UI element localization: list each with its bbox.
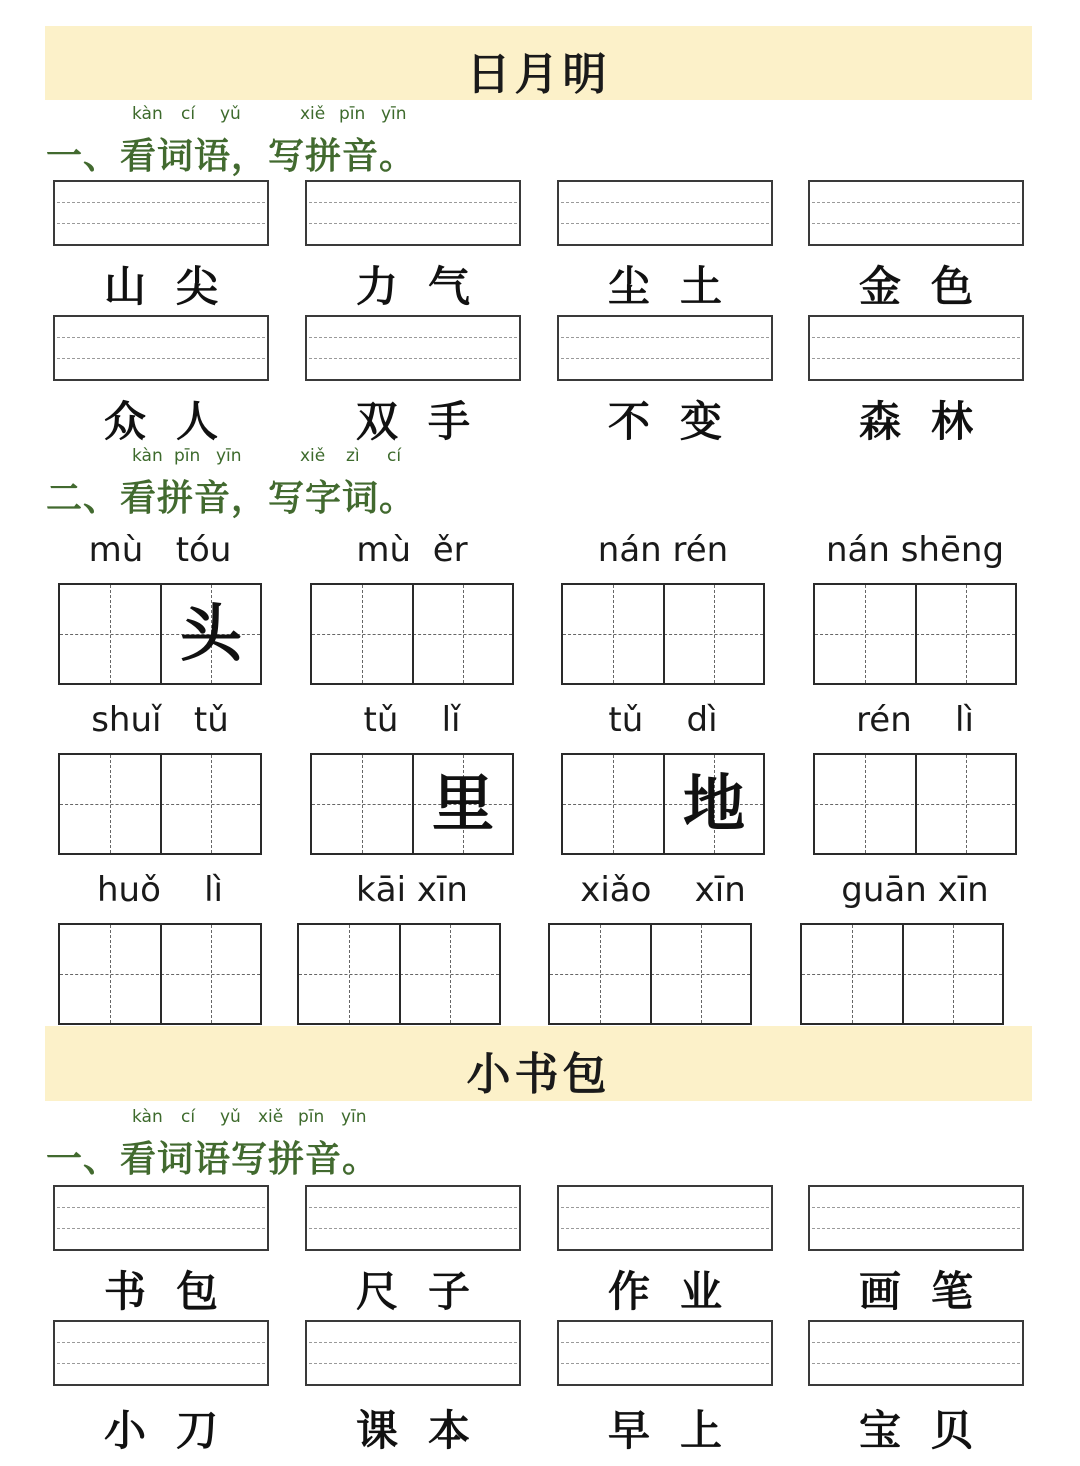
- heading-pinyin-gloss: cí: [181, 1107, 196, 1127]
- pinyin-prompt: shuǐ tǔ: [91, 700, 229, 740]
- grid-character: [313, 755, 411, 853]
- exercise-heading-look-pinyin-write-words: [46, 446, 466, 526]
- character-writing-grid[interactable]: [58, 923, 262, 1025]
- pinyin-prompt: kāi xīn: [356, 870, 468, 910]
- heading-pinyin-gloss: kàn: [132, 104, 163, 124]
- grid-character: [564, 585, 662, 683]
- pinyin-answer-box[interactable]: [557, 1185, 773, 1251]
- grid-character: [665, 585, 763, 683]
- grid-character: [61, 585, 159, 683]
- vocabulary-word: 宝贝: [858, 1406, 1003, 1455]
- vocabulary-word: 尺子: [355, 1267, 500, 1316]
- heading-pinyin-gloss: yǔ: [220, 104, 241, 124]
- vocabulary-word: 不变: [607, 397, 752, 446]
- pinyin-answer-box[interactable]: [305, 180, 521, 246]
- pinyin-prompt: mù tóu: [88, 530, 232, 570]
- heading-pinyin-gloss: yīn: [381, 104, 407, 124]
- character-writing-grid[interactable]: [813, 583, 1017, 685]
- grid-character: [816, 755, 914, 853]
- grid-character: [803, 925, 901, 1023]
- heading-pinyin-gloss: yīn: [216, 446, 242, 466]
- grid-character: [313, 585, 411, 683]
- grid-character: 地: [682, 767, 745, 840]
- pinyin-answer-box[interactable]: [53, 315, 269, 381]
- vocabulary-word: 众人: [103, 397, 248, 446]
- pinyin-prompt: xiǎo xīn: [580, 870, 746, 910]
- pinyin-answer-box[interactable]: [53, 1320, 269, 1386]
- vocabulary-word: 书包: [103, 1267, 248, 1316]
- vocabulary-word: 山尖: [103, 262, 248, 311]
- grid-character: 里: [431, 767, 494, 840]
- grid-character: [61, 925, 159, 1023]
- exercise-heading-look-words-write-pinyin: [46, 104, 466, 184]
- exercise-heading-look-words-write-pinyin: [46, 1107, 466, 1187]
- grid-character: [61, 755, 159, 853]
- grid-character: [917, 585, 1015, 683]
- pinyin-answer-box[interactable]: [808, 180, 1024, 246]
- grid-character: [816, 585, 914, 683]
- heading-pinyin-gloss: xiě: [300, 446, 326, 466]
- grid-character: [162, 755, 260, 853]
- grid-character: [300, 925, 398, 1023]
- pinyin-answer-box[interactable]: [305, 315, 521, 381]
- grid-character: [401, 925, 499, 1023]
- pinyin-answer-box[interactable]: [557, 180, 773, 246]
- pinyin-answer-box[interactable]: [557, 315, 773, 381]
- pinyin-answer-box[interactable]: [305, 1185, 521, 1251]
- character-writing-grid[interactable]: [800, 923, 1004, 1025]
- heading-text: 一、看词语写拼音。: [46, 1138, 380, 1180]
- character-writing-grid[interactable]: [561, 753, 765, 855]
- vocabulary-word: 双手: [355, 397, 500, 446]
- character-writing-grid[interactable]: [58, 753, 262, 855]
- pinyin-answer-box[interactable]: [557, 1320, 773, 1386]
- lesson-title-banner: [45, 26, 1032, 100]
- heading-pinyin-gloss: zì: [346, 446, 360, 466]
- character-writing-grid[interactable]: [58, 583, 262, 685]
- heading-text: 一、看词语，写拼音。: [46, 135, 417, 177]
- heading-pinyin-gloss: kàn: [132, 446, 163, 466]
- character-writing-grid[interactable]: [310, 753, 514, 855]
- character-writing-grid[interactable]: [310, 583, 514, 685]
- grid-character: [917, 755, 1015, 853]
- lesson-title: 日月明: [466, 49, 611, 100]
- heading-pinyin-gloss: xiě: [258, 1107, 284, 1127]
- pinyin-prompt: guān xīn: [841, 870, 989, 910]
- vocabulary-word: 课本: [355, 1406, 500, 1455]
- heading-text: 二、看拼音，写字词。: [46, 477, 417, 519]
- heading-pinyin-gloss: cí: [181, 104, 196, 124]
- heading-pinyin-gloss: yǔ: [220, 1107, 241, 1127]
- character-writing-grid[interactable]: [561, 583, 765, 685]
- character-writing-grid[interactable]: [297, 923, 501, 1025]
- grid-character: [652, 925, 750, 1023]
- pinyin-prompt: huǒ lì: [96, 870, 224, 910]
- pinyin-answer-box[interactable]: [808, 1185, 1024, 1251]
- heading-pinyin-gloss: cí: [387, 446, 402, 466]
- vocabulary-word: 小刀: [103, 1406, 248, 1455]
- character-writing-grid[interactable]: [813, 753, 1017, 855]
- vocabulary-word: 早上: [607, 1406, 752, 1455]
- heading-pinyin-gloss: xiě: [300, 104, 326, 124]
- pinyin-prompt: tǔ dì: [608, 700, 718, 740]
- grid-character: [162, 925, 260, 1023]
- vocabulary-word: 尘土: [607, 262, 752, 311]
- heading-pinyin-gloss: pīn: [174, 446, 201, 466]
- pinyin-answer-box[interactable]: [305, 1320, 521, 1386]
- pinyin-prompt: rén lì: [856, 700, 974, 740]
- vocabulary-word: 森林: [858, 397, 1003, 446]
- heading-pinyin-gloss: yīn: [341, 1107, 367, 1127]
- vocabulary-word: 金色: [858, 262, 1003, 311]
- vocabulary-word: 力气: [355, 262, 500, 311]
- grid-character: [551, 925, 649, 1023]
- pinyin-prompt: nán rén: [597, 530, 729, 570]
- grid-character: [564, 755, 662, 853]
- lesson-title: 小书包: [466, 1049, 611, 1100]
- pinyin-prompt: nán shēng: [825, 530, 1005, 570]
- pinyin-prompt: mù ěr: [356, 530, 468, 570]
- pinyin-answer-box[interactable]: [808, 315, 1024, 381]
- character-writing-grid[interactable]: [548, 923, 752, 1025]
- heading-pinyin-gloss: kàn: [132, 1107, 163, 1127]
- vocabulary-word: 作业: [607, 1267, 752, 1316]
- heading-pinyin-gloss: pīn: [298, 1107, 325, 1127]
- pinyin-answer-box[interactable]: [53, 180, 269, 246]
- pinyin-answer-box[interactable]: [808, 1320, 1024, 1386]
- lesson-title-banner: [45, 1026, 1032, 1101]
- grid-character: [904, 925, 1002, 1023]
- grid-character: 头: [179, 597, 242, 670]
- pinyin-answer-box[interactable]: [53, 1185, 269, 1251]
- pinyin-prompt: tǔ lǐ: [363, 700, 461, 740]
- grid-character: [414, 585, 512, 683]
- heading-pinyin-gloss: pīn: [339, 104, 366, 124]
- vocabulary-word: 画笔: [858, 1267, 1003, 1316]
